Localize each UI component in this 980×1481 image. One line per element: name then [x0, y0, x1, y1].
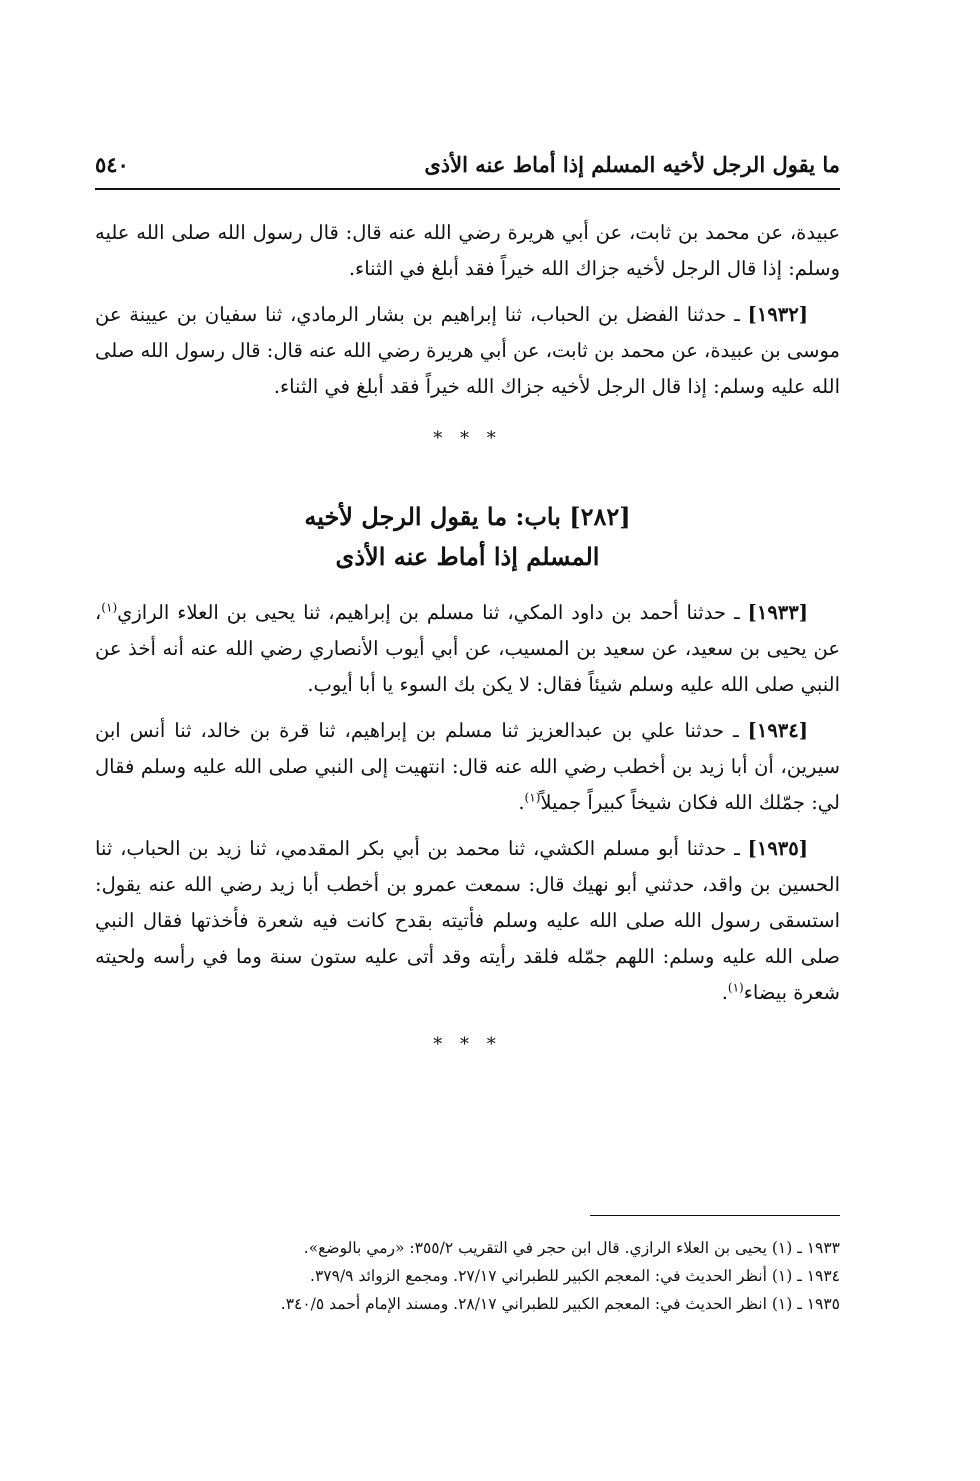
hadith-1935 [95, 831, 840, 1011]
hadith-1933 [95, 595, 840, 703]
page-number: ٥٤٠ [95, 152, 129, 177]
chapter-title-line-2: المسلم إذا أماط عنه الأذى [335, 542, 600, 571]
paragraph-text: ، عن يحيى بن سعيد، عن سعيد بن المسيب، عن أبي أيوب الأنصاري رضي الله عنه أنه أخذ عن النبي صلى الله عليه وسلم شيئاً فقال: لا يكن بك السوء يا أبا أيوب. [95, 601, 840, 696]
footnote-marker: (١) [101, 600, 118, 615]
page-header [95, 148, 840, 190]
hadith-continuation [95, 215, 840, 287]
paragraph-text: ـ حدثنا علي بن عبدالعزيز ثنا مسلم بن إبراهيم، ثنا قرة بن خالد، ثنا أنس ابن سيرين، أن أبا زيد بن أخطب رضي الله عنه قال: انتهيت إلى النبي صلى الله عليه وسلم فقال لي: جمّلك الله فكان شيخاً كبيراً جميلاً [95, 719, 840, 814]
hadith-1932 [95, 297, 840, 405]
paragraph-text: ـ حدثنا أبو مسلم الكشي، ثنا محمد بن أبي بكر المقدمي، ثنا زيد بن الحباب، ثنا الحسين بن واقد، حدثني أبو نهيك قال: سمعت عمرو بن أخطب أبا زيد رضي الله عنه يقول: استسقى رسول الله صلى الله عليه وسلم فأتيته بقدح كانت فيه شعرة فأخذتها فقال النبي صلى الله عليه وسلم: اللهم جمّله فلقد رأيته وقد أتى عليه ستون سنة وما في رأسه ولحيته شعرة بيضاء [95, 837, 840, 1004]
paragraph-text: ـ حدثنا الفضل بن الحباب، ثنا إبراهيم بن بشار الرمادي، ثنا سفيان بن عيينة عن موسى بن عبيدة، عن محمد بن ثابت، عن أبي هريرة رضي الله عنه قال: قال رسول الله صلى الله عليه وسلم: إذا قال الرجل لأخيه جزاك الله خيراً فقد أبلغ في الثناء. [95, 303, 840, 398]
hadith-number: [١٩٣٢] [747, 303, 808, 326]
page-body [95, 215, 840, 1085]
footnote-divider [590, 1215, 840, 1216]
chapter-title-line-1: [٢٨٢] باب: ما يقول الرجل لأخيه [304, 502, 631, 531]
footnote: ١٩٣٣ ـ (١) يحيى بن العلاء الرازي. قال ابن حجر في التقريب ٣٥٥/٢: «رمي بالوضع». [303, 1239, 840, 1257]
footnote-marker: (١) [524, 790, 541, 805]
hadith-number: [١٩٣٣] [747, 601, 808, 624]
footnote-marker: (١) [727, 980, 744, 995]
footnote: ١٩٣٤ ـ (١) أنظر الحديث في: المعجم الكبير للطبراني ٢٧/١٧. ومجمع الزوائد ٣٧٩/٩. [310, 1267, 840, 1285]
hadith-number: [١٩٣٥] [747, 837, 808, 860]
paragraph-text: . [721, 981, 728, 1004]
section-separator: * * * [433, 428, 502, 449]
hadith-number: [١٩٣٤] [747, 719, 808, 742]
chapter-title [95, 497, 840, 577]
paragraph-text: ـ حدثنا أحمد بن داود المكي، ثنا مسلم بن إبراهيم، ثنا يحيى بن العلاء الرازي [117, 601, 748, 624]
hadith-1934 [95, 713, 840, 821]
paragraph-text: . [518, 791, 525, 814]
paragraph-text: عبيدة، عن محمد بن ثابت، عن أبي هريرة رضي الله عنه قال: قال رسول الله صلى الله عليه وسلم: إذا قال الرجل لأخيه جزاك الله خيراً فقد أبلغ في الثناء. [95, 221, 840, 280]
running-title: ما يقول الرجل لأخيه المسلم إذا أماط عنه الأذى [424, 152, 840, 177]
footnotes [95, 1234, 840, 1318]
footnote: ١٩٣٥ ـ (١) انظر الحديث في: المعجم الكبير للطبراني ٢٨/١٧. ومسند الإمام أحمد ٣٤٠/٥. [280, 1295, 840, 1313]
section-separator: * * * [433, 1034, 502, 1055]
